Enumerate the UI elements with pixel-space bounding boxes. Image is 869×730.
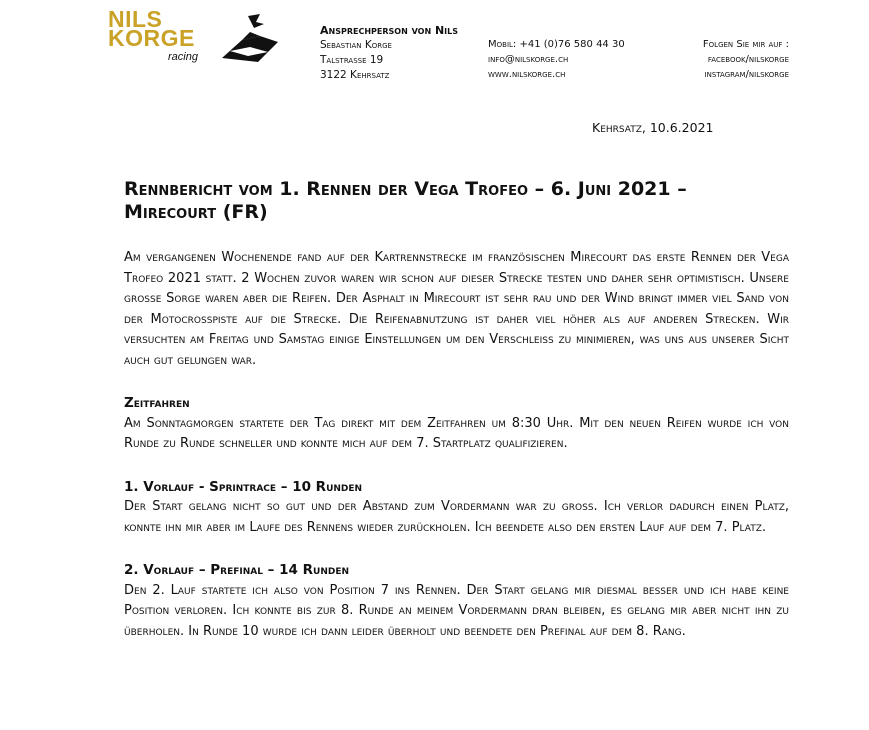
report-body [124,248,789,642]
section-text-zeitfahren: Am Sonntagmorgen startete der Tag direkt mit dem Zeitfahren um 8:30 Uhr. Mit den neuen Reifen wurde ich von Runde zu Runde schneller und konnte mich auf dem 7. Startplatz qualifizieren. [124,415,789,451]
logo-subtitle: racing [168,51,198,63]
follow-label: Folgen Sie mir auf : [702,39,789,50]
facebook-link[interactable]: facebook/nilskorge [707,54,789,65]
contact-block [320,23,458,83]
section-text-vorlauf-2: Den 2. Lauf startete ich also von Position 7 ins Rennen. Der Start gelang mir diesmal besser und ich habe keine Position verloren. Ich konnte bis zur 8. Runde an meinem Vordermann dran bleiben, es gelang mir aber nicht ihn zu überholen. In Runde 10 wurde ich dann leider überholt und beendete den Prefinal auf dem 8. Rang. [124,582,789,639]
contact-name: Sebastian Korge [320,39,392,51]
logo-line-2: KORGE [108,25,195,51]
intro-paragraph: Am vergangenen Wochenende fand auf der Kartrennstrecke im französischen Mirecourt das erste Rennen der Vega Trofeo 2021 statt. 2 Wochen zuvor waren wir schon auf dieser Strecke testen und daher sehr optimistisch. Unsere grosse Sorge waren aber die Reifen. Der Asphalt in Mirecourt ist sehr rau und der Wind bringt immer viel Sand von der Motocrosspiste auf die Strecke. Die Reifenabnutzung ist daher viel höher als auf anderen Strecken. Wir versuchten am Freitag und Samstag einige Einstellungen um den Verschleiss zu minimieren, was uns aus unserer Sicht auch gut gelungen war. [124,250,789,368]
checkered-flag-icon [220,12,282,64]
section-heading-vorlauf-1: 1. Vorlauf - Sprintrace – 10 Runden [124,478,363,495]
section-heading-zeitfahren: Zeitfahren [124,395,190,411]
section-heading-vorlauf-2: 2. Vorlauf – Prefinal – 14 Runden [124,562,350,578]
section-text-vorlauf-1: Der Start gelang nicht so gut und der Abstand zum Vordermann war zu gross. Ich verlor dadurch einen Platz, konnte ihn mir aber im Laufe des Rennens wieder zurückholen. Ich beendete also den ersten Lauf auf dem 7. Platz. [124,499,789,535]
document-title: Rennbericht vom 1. Rennen der Vega Trofeo – 6. Juni 2021 – Mirecourt (FR) [124,178,687,223]
mobile-block [488,37,625,82]
mobile-phone: Mobil: +41 (0)76 580 44 30 [488,39,625,50]
contact-street: Talstrasse 19 [320,54,384,66]
logo-line-1: NILS [108,6,163,32]
email-link[interactable]: info@nilskorge.ch [488,54,569,65]
logo-wordmark [108,6,195,51]
follow-block [703,37,789,82]
instagram-link[interactable]: instagram/nilskorge [704,69,789,80]
nils-korge-logo [108,6,288,66]
document-date: Kehrsatz, 10.6.2021 [592,120,714,135]
contact-heading: Ansprechperson von Nils [320,24,459,37]
website-link[interactable]: www.nilskorge.ch [488,69,566,80]
contact-city: 3122 Kehrsatz [320,69,390,81]
